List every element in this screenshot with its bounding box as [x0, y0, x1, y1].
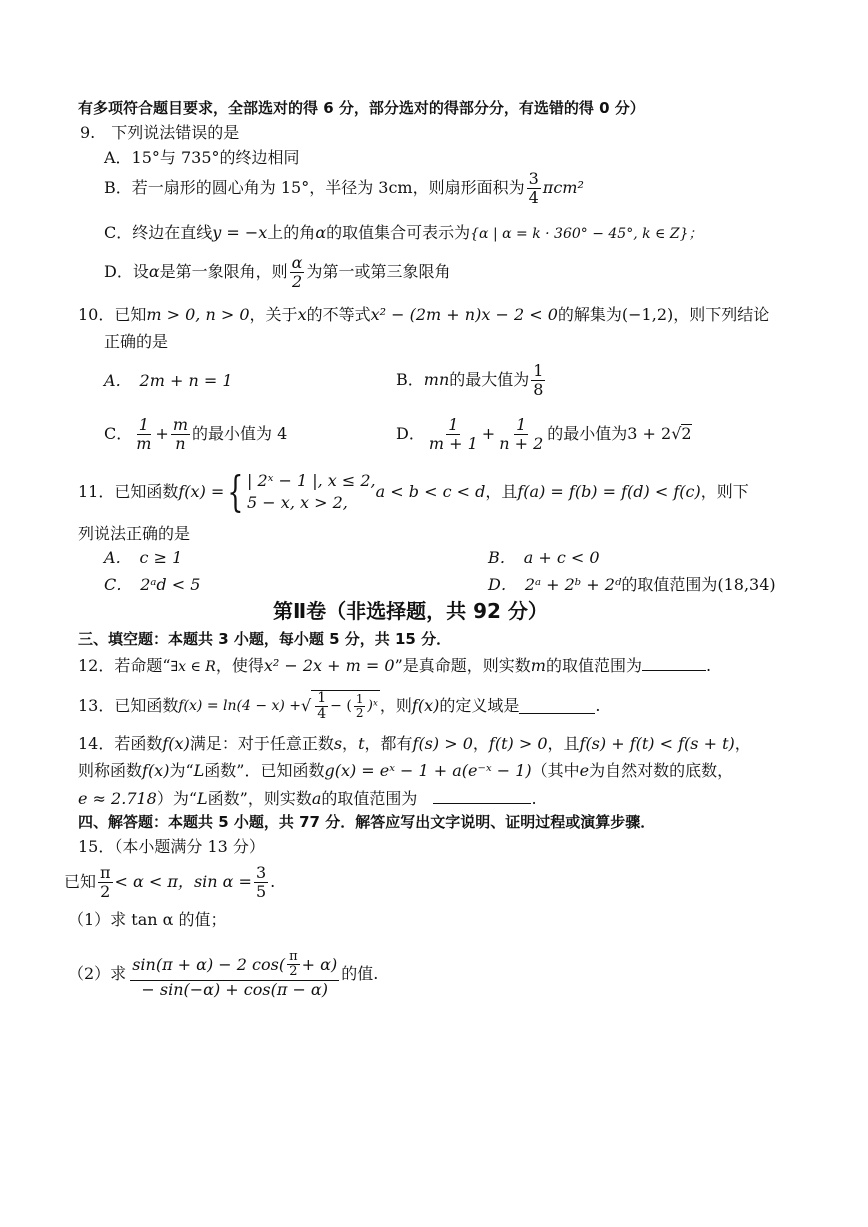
section-fill-in-title: 三、填空题：本题共 3 小题，每小题 5 分，共 15 分．	[78, 630, 452, 648]
q11-stem: 11．已知函数 f(x) = { | 2ˣ − 1 |, x ≤ 2, 5 − x, x > 2, a < b < c < d ，且 f(a) = f(b) = f(d) < f(c) ，则下	[78, 467, 749, 516]
q9-option-a: A．15°与 735°的终边相同	[104, 148, 300, 167]
q9-stem: 9. 下列说法错误的是	[80, 123, 240, 142]
q15-given: 已知 $\frac{\pi}{2}$ < α < π， sin α = $\frac{3}{5}$ .	[64, 862, 276, 901]
answer-blank[interactable]	[433, 789, 531, 804]
q11-stem-line2: 列说法正确的是	[78, 524, 191, 543]
q15-part1: （1）求 tan α 的值；	[68, 910, 227, 929]
q10-stem: 10．已知m > 0, n > 0，关于x的不等式x² − (2m + n)x − 2 < 0的解集为(−1,2)，则下列结论	[78, 305, 770, 324]
q10-stem-line2: 正确的是	[104, 332, 169, 351]
q15-header: 15．（本小题满分 13 分）	[78, 837, 265, 856]
q10-option-a: A． 2m + n = 1	[104, 371, 233, 390]
q12: 12．若命题“∃x ∈ R，使得x² − 2x + m = 0”是真命题，则实数m的取值范围为 .	[78, 656, 712, 675]
q13: 13．已知函数 f(x) = ln(4 − x) + √ $\frac{1}{4}$ − ( $\frac{1}{2}$ )ˣ ，则 f(x) 的定义域是 .	[78, 689, 601, 722]
answer-blank[interactable]	[642, 656, 706, 671]
q9-option-b: B．若一扇形的圆心角为 15°，半径为 3cm，则扇形面积为 $\frac{3}{4}$ πcm²	[104, 168, 584, 207]
q10-option-c: C． $\frac{1}{m}$ + $\frac{m}{n}$ 的最小值为 4	[104, 414, 288, 453]
q10-option-d: D． $\frac{1}{m + 1}$ + $\frac{1}{n + 2}$ 的最小值为 3 + 2 √ 2	[396, 414, 692, 453]
q10-option-b: B． mn 的最大值为 $\frac{1}{8}$	[396, 360, 544, 399]
q14-line2: 则称函数f(x)为“L函数”．已知函数g(x) = eˣ − 1 + a(e⁻ˣ − 1)（其中e为自然对数的底数，	[78, 761, 734, 780]
section-answer-title: 四、解答题：本题共 5 小题，共 77 分．解答应写出文字说明、证明过程或演算步骤．	[78, 813, 656, 831]
q11-option-a: A． c ≥ 1	[104, 548, 183, 567]
section-header-note: 有多项符合题目要求，全部选对的得 6 分，部分选对的得部分分，有选错的得 0 分）	[78, 99, 645, 117]
q9-option-c: C．终边在直线y = −x上的角α的取值集合可表示为{α | α = k · 360° − 45°, k ∈ Z}；	[104, 223, 703, 242]
q14-line3: e ≈ 2.718）为“L函数”，则实数a的取值范围为 .	[78, 789, 537, 808]
q11-option-b: B． a + c < 0	[488, 548, 600, 567]
q14-line1: 14．若函数f(x)满足：对于任意正数s，t，都有f(s) > 0，f(t) > 0，且f(s) + f(t) < f(s + t)，	[78, 734, 751, 753]
q15-part2: （2）求 sin(π + α) − 2 cos( $\frac{\pi}{2}$ + α) − sin(−α) + cos(π − α) 的值.	[68, 948, 379, 999]
q11-option-c: C． 2ᵃd < 5	[104, 575, 201, 594]
part-two-title: 第Ⅱ卷（非选择题，共 92 分）	[273, 599, 548, 623]
answer-blank[interactable]	[519, 699, 595, 714]
q9-option-d: D．设 α 是第一象限角，则 $\frac{\alpha}{2}$ 为第一或第三象限角	[104, 252, 451, 291]
q11-option-d: D． 2ᵃ + 2ᵇ + 2ᵈ的取值范围为(18,34)	[488, 575, 776, 594]
